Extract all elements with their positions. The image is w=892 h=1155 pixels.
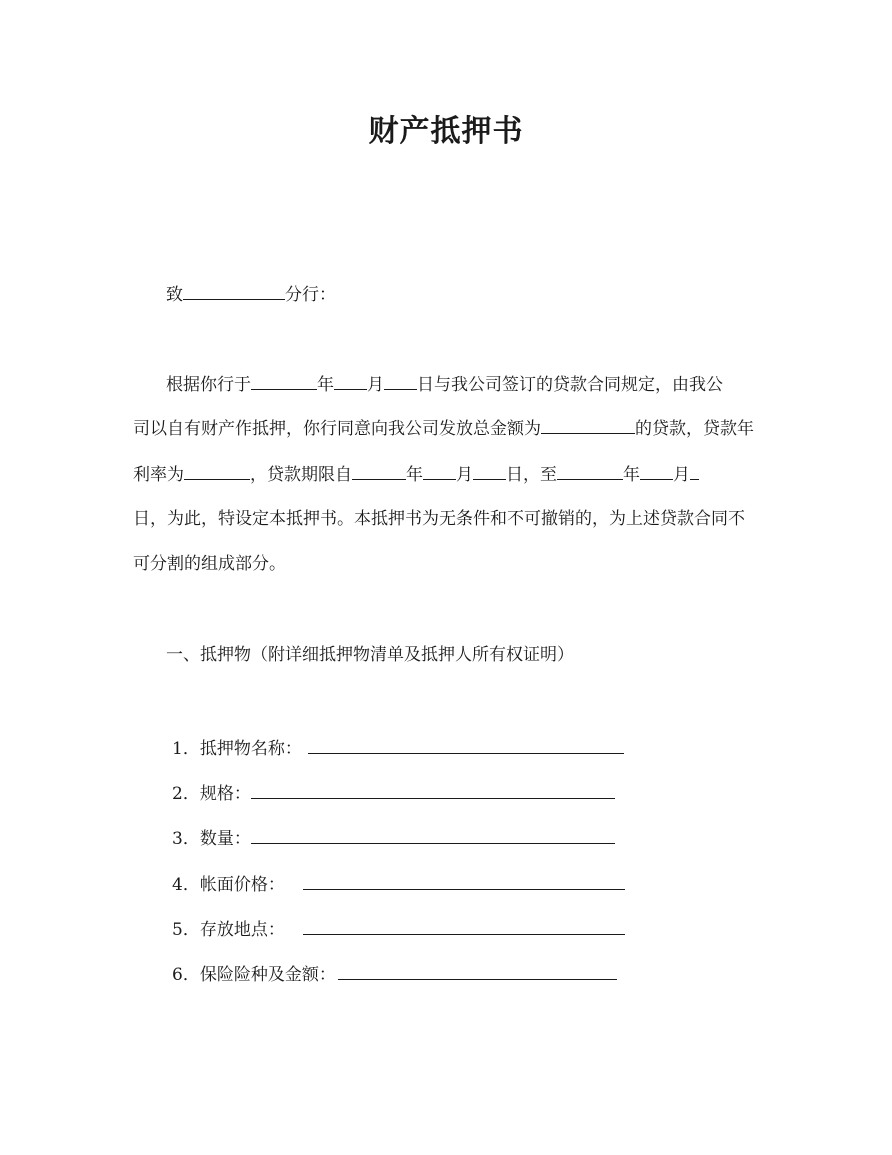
item-label: 数量： — [199, 829, 251, 849]
salutation-prefix: 致 — [166, 285, 183, 305]
body-line-2 — [133, 415, 754, 441]
end-year-blank[interactable] — [557, 461, 623, 480]
book-value-blank[interactable] — [303, 871, 625, 890]
item-label: 帐面价格： — [199, 875, 285, 895]
item-label: 存放地点： — [199, 920, 285, 940]
list-item — [172, 825, 615, 851]
storage-location-blank[interactable] — [303, 916, 625, 935]
body-text: ，贷款期限自 — [250, 465, 352, 485]
start-year-blank[interactable] — [352, 461, 406, 480]
start-month-blank[interactable] — [423, 461, 456, 480]
list-item — [172, 871, 625, 897]
document-title: 财产抵押书 — [368, 114, 524, 149]
insurance-blank[interactable] — [338, 961, 617, 980]
end-month-tail-blank[interactable] — [690, 461, 699, 480]
salutation-suffix: 分行： — [285, 285, 336, 305]
body-text: 年 — [406, 465, 423, 485]
salutation-line — [166, 281, 336, 307]
sign-day-blank[interactable] — [384, 371, 417, 390]
quantity-blank[interactable] — [251, 825, 615, 844]
body-text: 年 — [317, 375, 334, 395]
body-text: 的贷款，贷款年 — [635, 419, 754, 439]
body-line-5: 可分割的组成部分。 — [133, 554, 286, 574]
list-item — [172, 780, 615, 806]
body-text: 日与我公司签订的贷款合同规定，由我公 — [417, 375, 723, 395]
body-line-1 — [166, 371, 723, 397]
item-label: 抵押物名称： — [199, 739, 302, 759]
specification-blank[interactable] — [251, 780, 615, 799]
start-day-blank[interactable] — [473, 461, 506, 480]
sign-month-blank[interactable] — [334, 371, 367, 390]
body-text: 利率为 — [133, 465, 184, 485]
item-number: 6． — [172, 965, 200, 985]
item-number: 5． — [172, 920, 200, 940]
interest-rate-blank[interactable] — [184, 461, 250, 480]
body-text: 月 — [456, 465, 473, 485]
body-text: 年 — [623, 465, 640, 485]
body-line-3 — [133, 461, 699, 487]
body-line-4: 日，为此，特设定本抵押书。本抵押书为无条件和不可撤销的，为上述贷款合同不 — [133, 509, 745, 529]
section-heading: 一、抵押物（附详细抵押物清单及抵押人所有权证明） — [166, 645, 574, 665]
collateral-name-blank[interactable] — [308, 735, 624, 754]
item-label: 规格： — [199, 784, 251, 804]
item-number: 3． — [172, 829, 200, 849]
loan-amount-blank[interactable] — [541, 415, 635, 434]
list-item — [172, 961, 617, 987]
item-number: 2． — [172, 784, 200, 804]
item-number: 1． — [172, 739, 200, 759]
item-label: 保险险种及金额： — [199, 965, 336, 985]
sign-year-blank[interactable] — [251, 371, 317, 390]
body-text: 月 — [367, 375, 384, 395]
branch-name-blank[interactable] — [183, 281, 285, 300]
body-text: 日，至 — [506, 465, 557, 485]
end-month-blank[interactable] — [640, 461, 673, 480]
body-text: 根据你行于 — [166, 375, 251, 395]
item-number: 4． — [172, 875, 200, 895]
body-text: 司以自有财产作抵押，你行同意向我公司发放总金额为 — [133, 419, 541, 439]
body-text: 月 — [673, 465, 690, 485]
list-item — [172, 735, 624, 761]
list-item — [172, 916, 625, 942]
